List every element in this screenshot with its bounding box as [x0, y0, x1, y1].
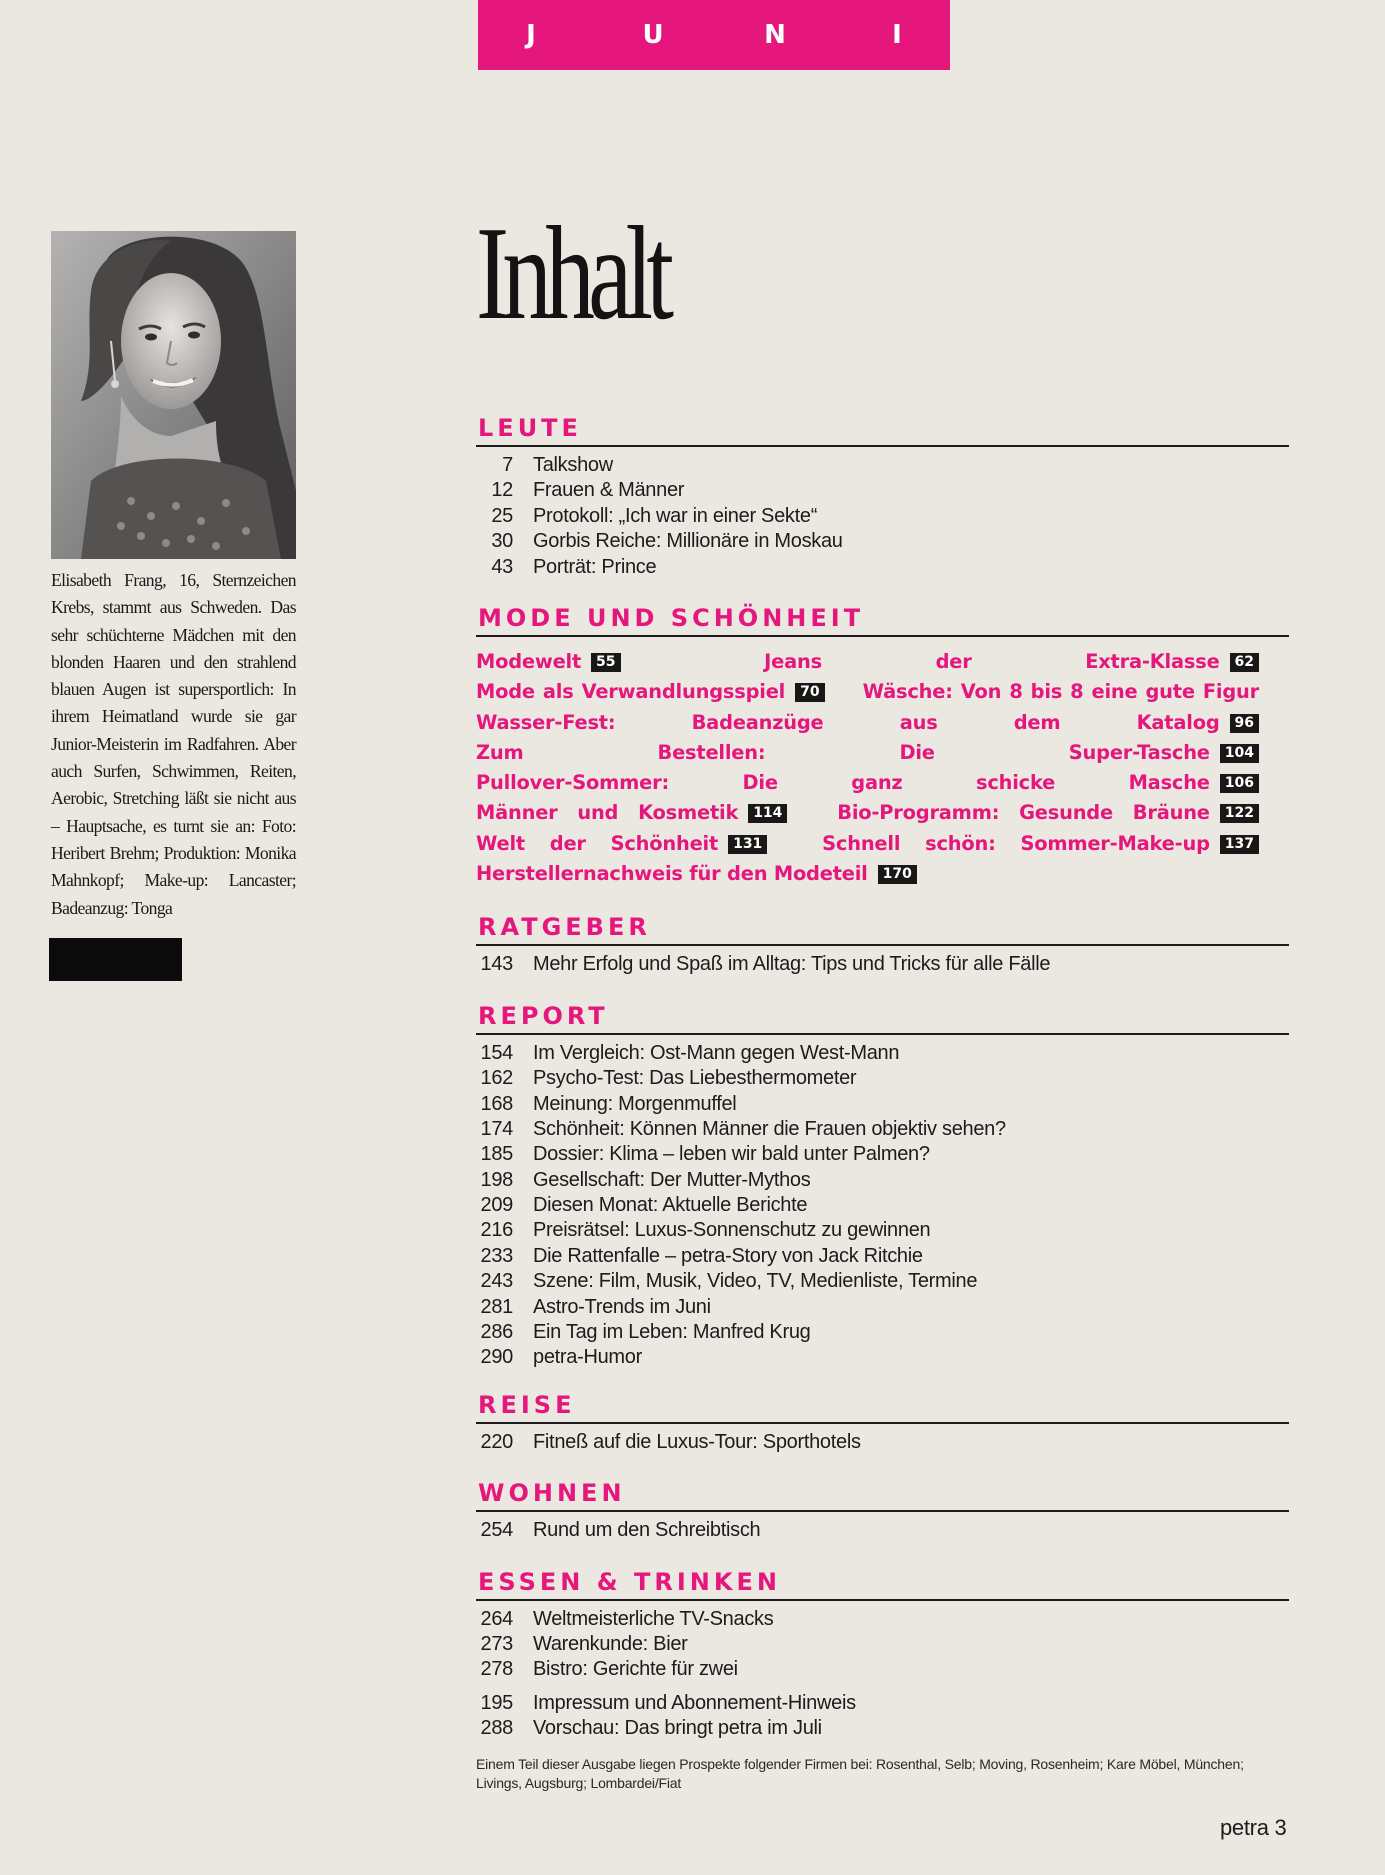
page-badge: 55 [591, 653, 620, 672]
page-number: 288 [480, 1717, 513, 1740]
month-banner [478, 0, 950, 70]
toc-entry[interactable] [476, 555, 1289, 580]
entry-title: Porträt: Prince [533, 555, 657, 578]
cover-photo-illustration [51, 231, 296, 559]
entry-title: Die Rattenfalle – petra-Story von Jack Ritchie [533, 1244, 923, 1267]
entry-title: Schönheit: Können Männer die Frauen objektiv sehen? [533, 1117, 1006, 1140]
entry-title: Frauen & Männer [533, 479, 685, 502]
entry-title: petra-Humor [533, 1346, 642, 1369]
entry-title: Gorbis Reiche: Millionäre in Moskau [533, 530, 843, 553]
mode-entry[interactable]: Zum Bestellen: Die Super-Tasche 104 [476, 741, 1259, 764]
entry-title: Ein Tag im Leben: Manfred Krug [533, 1321, 811, 1344]
entry-title: Mehr Erfolg und Spaß im Alltag: Tips und Tricks für alle Fälle [533, 953, 1051, 976]
entry-title: Szene: Film, Musik, Video, TV, Medienliste, Termine [533, 1270, 978, 1293]
page-number: 290 [480, 1346, 513, 1369]
page-badge: 170 [878, 865, 917, 884]
section-heading: REPORT [476, 1000, 1289, 1035]
toc-entry[interactable] [476, 1607, 1289, 1632]
page-badge: 70 [795, 683, 824, 702]
mode-entry[interactable]: Männer und Kosmetik 114 [476, 801, 787, 824]
section-wohnen [476, 1477, 1289, 1543]
toc-entry[interactable] [476, 1295, 1289, 1320]
section-heading: LEUTE [476, 412, 1289, 447]
entry-title: Dossier: Klima – leben wir bald unter Palmen? [533, 1143, 930, 1166]
mode-entry[interactable]: Welt der Schönheit 131 [476, 832, 767, 855]
mode-entry[interactable]: Schnell schön: Sommer-Make-up 137 [822, 832, 1259, 855]
page-footer-number: petra 3 [1220, 1815, 1287, 1840]
toc-entry[interactable] [476, 1632, 1289, 1657]
page-number: 25 [491, 504, 513, 527]
page-number: 281 [480, 1295, 513, 1318]
section-report [476, 1000, 1289, 1371]
page-number: 264 [480, 1607, 513, 1630]
page-badge: 131 [728, 835, 767, 854]
toc-entry[interactable] [476, 529, 1289, 554]
page-number: 195 [480, 1691, 513, 1714]
section-reise [476, 1389, 1289, 1455]
section-mode [476, 602, 1289, 889]
toc-entry[interactable] [476, 1193, 1289, 1218]
entry-title: Diesen Monat: Aktuelle Berichte [533, 1194, 808, 1217]
mode-entry[interactable]: Jeans der Extra-Klasse 62 [764, 650, 1259, 673]
page-number: 286 [480, 1321, 513, 1344]
page-number: 30 [491, 530, 513, 553]
entry-title: Warenkunde: Bier [533, 1632, 688, 1655]
toc-entry[interactable] [476, 1269, 1289, 1294]
toc-entry[interactable] [476, 478, 1289, 503]
mode-entry[interactable]: Modewelt 55 [476, 650, 621, 673]
section-heading: MODE UND SCHÖNHEIT [476, 602, 1289, 637]
toc-entry[interactable] [476, 453, 1289, 478]
toc-entry[interactable] [476, 1691, 1289, 1716]
toc-entry[interactable] [476, 1092, 1289, 1117]
insert-notice: Einem Teil dieser Ausgabe liegen Prospekte folgender Firmen bei: Rosenthal, Selb; Moving, Rosenheim; Kare Möbel, München; Livings, Augsburg; Lombardei/Fiat [476, 1756, 1244, 1791]
entry-title: Gesellschaft: Der Mutter-Mythos [533, 1168, 811, 1191]
entry-title: Impressum und Abonnement-Hinweis [533, 1691, 856, 1714]
toc-entry[interactable] [476, 1066, 1289, 1091]
section-leute [476, 412, 1289, 580]
page-number: 174 [480, 1117, 513, 1140]
entry-title: Talkshow [533, 454, 613, 476]
toc-entry[interactable] [476, 1117, 1289, 1142]
mode-entries [476, 637, 1289, 889]
section-ratgeber [476, 911, 1289, 977]
page-badge: 106 [1220, 774, 1259, 793]
page-badge: 137 [1220, 835, 1259, 854]
toc-entry[interactable] [476, 1518, 1289, 1543]
page-number: 216 [480, 1219, 513, 1242]
page-number: 7 [502, 454, 513, 476]
toc-entry[interactable] [476, 1716, 1289, 1741]
cover-model-photo [51, 231, 296, 559]
toc-entry[interactable] [476, 504, 1289, 529]
page-number: 185 [480, 1143, 513, 1166]
page-number: 43 [491, 555, 513, 578]
page-number: 154 [480, 1041, 513, 1064]
section-essen [476, 1566, 1289, 1742]
table-of-contents [476, 412, 1289, 1742]
cover-caption: Elisabeth Frang, 16, Sternzeichen Krebs, stammt aus Schweden. Das sehr schüchterne Mädchen mit den blonden Haaren und den strahlend blauen Augen ist supersportlich: In ihrem Heimatland wurde sie gar Junior-Meisterin im Radfahren. Aber auch Surfen, Schwimmen, Reiten, Aerobic, Stretching läßt sie nicht aus – Hauptsache, es turnt sie an: Foto: Heribert Brehm; Produktion: Monika Mahnkopf; Make-up: Lancaster; Badeanzug: Tonga [51, 570, 296, 918]
month-letter: U [642, 20, 664, 50]
redaction-bar [49, 938, 182, 981]
toc-entry[interactable] [476, 1345, 1289, 1370]
month-letter: I [892, 20, 902, 50]
entry-title: Weltmeisterliche TV-Snacks [533, 1607, 774, 1630]
entry-title: Psycho-Test: Das Liebesthermometer [533, 1067, 857, 1090]
mode-entry[interactable]: Herstellernachweis für den Modeteil 170 [476, 862, 917, 885]
toc-entry[interactable] [476, 1218, 1289, 1243]
page-number: 273 [480, 1632, 513, 1655]
entry-title: Meinung: Morgenmuffel [533, 1092, 737, 1115]
entry-title: Vorschau: Das bringt petra im Juli [533, 1717, 822, 1740]
section-heading: RATGEBER [476, 911, 1289, 946]
entry-title: Fitneß auf die Luxus-Tour: Sporthotels [533, 1430, 861, 1453]
mode-entry[interactable]: Mode als Verwandlungsspiel 70 [476, 680, 825, 703]
page-badge: 104 [1220, 744, 1259, 763]
toc-entry[interactable] [476, 1244, 1289, 1269]
page-number: 243 [480, 1270, 513, 1293]
entry-title: Rund um den Schreibtisch [533, 1519, 761, 1542]
toc-entry[interactable] [476, 1430, 1289, 1455]
mode-entry[interactable]: Wasser-Fest: Badeanzüge aus dem Katalog 96 [476, 711, 1259, 734]
mode-entry[interactable]: Pullover-Sommer: Die ganz schicke Masche 106 [476, 771, 1259, 794]
page-title: Inhalt [476, 199, 668, 347]
page-badge: 62 [1230, 653, 1259, 672]
toc-entry[interactable] [476, 1320, 1289, 1345]
entry-title: Im Vergleich: Ost-Mann gegen West-Mann [533, 1041, 900, 1064]
page-number: 162 [480, 1067, 513, 1090]
page-number: 168 [480, 1092, 513, 1115]
month-letter: J [526, 20, 536, 50]
toc-entry[interactable] [476, 1168, 1289, 1193]
entry-title: Bistro: Gerichte für zwei [533, 1658, 738, 1681]
page-number: 254 [480, 1519, 513, 1542]
toc-entry[interactable] [476, 952, 1289, 977]
page-number: 278 [480, 1658, 513, 1681]
page-badge: 122 [1220, 804, 1259, 823]
section-heading: WOHNEN [476, 1477, 1289, 1512]
toc-entry[interactable] [476, 1142, 1289, 1167]
month-letter: N [764, 20, 786, 50]
page-number: 220 [480, 1430, 513, 1453]
toc-entry[interactable] [476, 1657, 1289, 1682]
page-number: 233 [480, 1244, 513, 1267]
entry-title: Preisrätsel: Luxus-Sonnenschutz zu gewinnen [533, 1219, 931, 1242]
mode-entry[interactable]: Wäsche: Von 8 bis 8 eine gute Figur [862, 680, 1259, 704]
section-heading: REISE [476, 1389, 1289, 1424]
entry-title: Protokoll: „Ich war in einer Sekte“ [533, 504, 818, 527]
entry-title: Astro-Trends im Juni [533, 1295, 711, 1318]
page-badge: 96 [1230, 714, 1259, 733]
page-number: 143 [480, 953, 513, 976]
toc-entry[interactable] [476, 1041, 1289, 1066]
page-badge: 114 [748, 804, 787, 823]
page-number: 198 [480, 1168, 513, 1191]
mode-entry[interactable]: Bio-Programm: Gesunde Bräune 122 [837, 801, 1259, 824]
section-heading: ESSEN & TRINKEN [476, 1566, 1289, 1601]
page-number: 12 [491, 479, 513, 502]
page-number: 209 [480, 1194, 513, 1217]
